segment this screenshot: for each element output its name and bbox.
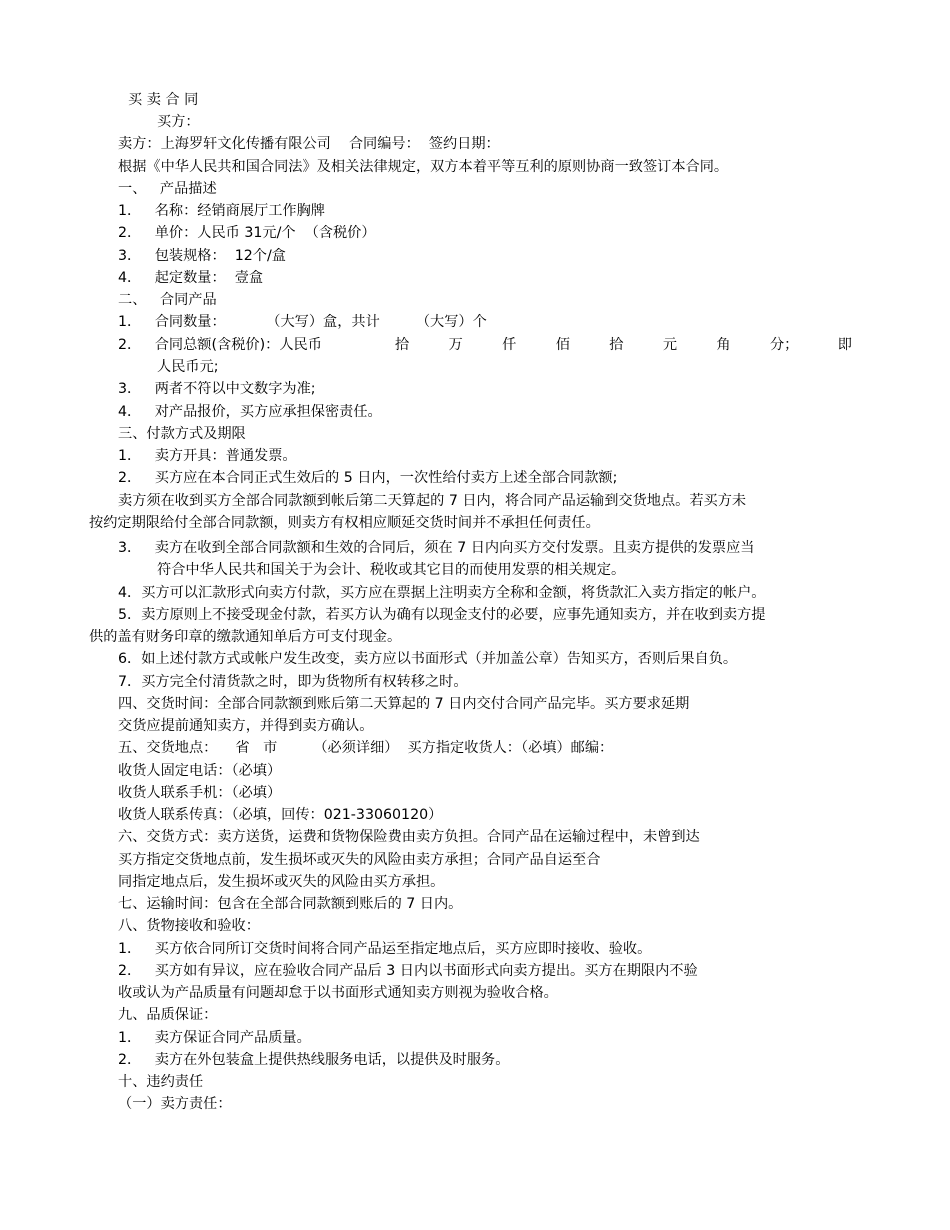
section-4-line: 交货应提前通知卖方，并得到卖方确认。 xyxy=(118,718,374,734)
section-7-line: 七、运输时间：包含在全部合同款额到账后的 7 日内。 xyxy=(118,896,463,912)
section-8-item-2-cont: 收或认为产品质量有问题却怠于以书面形式通知卖方则视为验收合格。 xyxy=(118,985,558,1001)
section-8-heading: 八、货物接收和验收： xyxy=(118,918,260,934)
section-3-item-7: 7．买方完全付清货款之时，即为货物所有权转移之时。 xyxy=(118,674,468,690)
section-6-line: 同指定地点后，发生损坏或灭失的风险由买方承担。 xyxy=(118,874,445,890)
section-1-item: 1． 名称：经销商展厅工作胸牌 xyxy=(118,203,325,219)
section-10-heading: 十、违约责任 xyxy=(118,1074,204,1090)
section-2-item-2-prefix: 2． 合同总额(含税价)：人民币 xyxy=(118,337,322,353)
section-3-paragraph: 按约定期限给付全部合同款额，则卖方有权相应顺延交货时间并不承担任何责任。 xyxy=(89,515,600,531)
amount-unit: 万 xyxy=(448,337,463,353)
section-2-item-4: 4． 对产品报价，买方应承担保密责任。 xyxy=(118,404,382,420)
section-1-item: 4． 起定数量： 壹盒 xyxy=(118,270,264,286)
section-9-heading: 九、品质保证： xyxy=(118,1007,218,1023)
section-8-item-2: 2． 买方如有异议，应在验收合同产品后 3 日内以书面形式向卖方提出。买方在期限内不验 xyxy=(118,963,698,979)
seller-line: 卖方：上海罗轩文化传播有限公司 合同编号： 签约日期： xyxy=(118,136,500,152)
buyer-line: 买方： xyxy=(157,114,200,130)
section-3-heading: 三、付款方式及期限 xyxy=(118,426,246,442)
amount-unit: 角 xyxy=(716,337,731,353)
section-3-item-5-cont: 供的盖有财务印章的缴款通知单后方可支付现金。 xyxy=(89,629,402,645)
section-3-item-6: 6．如上述付款方式或帐户发生改变，卖方应以书面形式（并加盖公章）告知买方，否则后果自负。 xyxy=(118,651,738,667)
section-9-item-1: 1． 卖方保证合同产品质量。 xyxy=(118,1030,311,1046)
section-3-item-2: 2． 买方应在本合同正式生效后的 5 日内，一次性给付卖方上述全部合同款额; xyxy=(118,470,618,486)
section-1-item: 2． 单价：人民币 31元/个 （含税价） xyxy=(118,225,376,241)
section-10-sub-1: （一）卖方责任： xyxy=(118,1096,232,1112)
contract-title: 买 卖 合 同 xyxy=(128,92,199,108)
section-9-item-2: 2． 卖方在外包装盒上提供热线服务电话，以提供及时服务。 xyxy=(118,1052,510,1068)
amount-units-row xyxy=(395,334,852,356)
section-5-line: 收货人联系传真：（必填，回传：021-33060120） xyxy=(118,807,443,823)
intro-paragraph: 根据《中华人民共和国合同法》及相关法律规定，双方本着平等互利的原则协商一致签订本合同。 xyxy=(118,159,729,175)
section-6-line: 六、交货方式：卖方送货，运费和货物保险费由卖方负担。合同产品在运输过程中，未曾到达 xyxy=(118,829,700,845)
section-3-item-4: 4．买方可以汇款形式向卖方付款，买方应在票据上注明卖方全称和金额，将货款汇入卖方指定的帐户。 xyxy=(118,585,766,601)
section-4-line: 四、交货时间：全部合同款额到账后第二天算起的 7 日内交付合同产品完毕。买方要求延期 xyxy=(118,696,690,712)
amount-unit: 拾 xyxy=(609,337,624,353)
section-3-item-1: 1． 卖方开具：普通发票。 xyxy=(118,448,297,464)
amount-unit: 佰 xyxy=(555,337,570,353)
section-2-heading: 二、 合同产品 xyxy=(118,292,217,308)
amount-unit: 即 xyxy=(837,337,852,353)
amount-unit: 元 xyxy=(662,337,678,353)
section-2-item-1: 1． 合同数量： （大写）盒，共计 （大写）个 xyxy=(118,314,487,330)
amount-unit: 分； xyxy=(769,337,799,353)
section-2-item-2-cont: 人民币元; xyxy=(157,359,219,375)
section-3-paragraph: 卖方须在收到买方全部合同款额到帐后第二天算起的 7 日内，将合同产品运输到交货地点。若买方未 xyxy=(118,493,747,509)
section-1-heading: 一、 产品描述 xyxy=(118,181,217,197)
amount-unit: 仟 xyxy=(502,337,517,353)
section-6-line: 买方指定交货地点前，发生损坏或灭失的风险由卖方承担；合同产品自运至合 xyxy=(118,852,601,868)
amount-unit: 拾 xyxy=(395,337,410,353)
section-5-line: 收货人固定电话：（必填） xyxy=(118,763,282,779)
section-5-line: 收货人联系手机：（必填） xyxy=(118,785,282,801)
section-2-item-3: 3． 两者不符以中文数字为准; xyxy=(118,381,316,397)
section-1-item: 3． 包装规格： 12个/盒 xyxy=(118,248,286,264)
section-3-item-3-cont: 符合中华人民共和国关于为会计、税收或其它目的而使用发票的相关规定。 xyxy=(157,562,626,578)
section-5-line: 五、交货地点： 省 市 （必须详细） 买方指定收货人：（必填）邮编： xyxy=(118,740,614,756)
section-8-item-1: 1． 买方依合同所订交货时间将合同产品运至指定地点后，买方应即时接收、验收。 xyxy=(118,941,652,957)
section-3-item-5: 5．卖方原则上不接受现金付款，若买方认为确有以现金支付的必要，应事先通知卖方，并在收到卖方提 xyxy=(118,607,766,623)
section-3-item-3: 3． 卖方在收到全部合同款额和生效的合同后，须在 7 日内向买方交付发票。且卖方提供的发票应当 xyxy=(118,540,755,556)
